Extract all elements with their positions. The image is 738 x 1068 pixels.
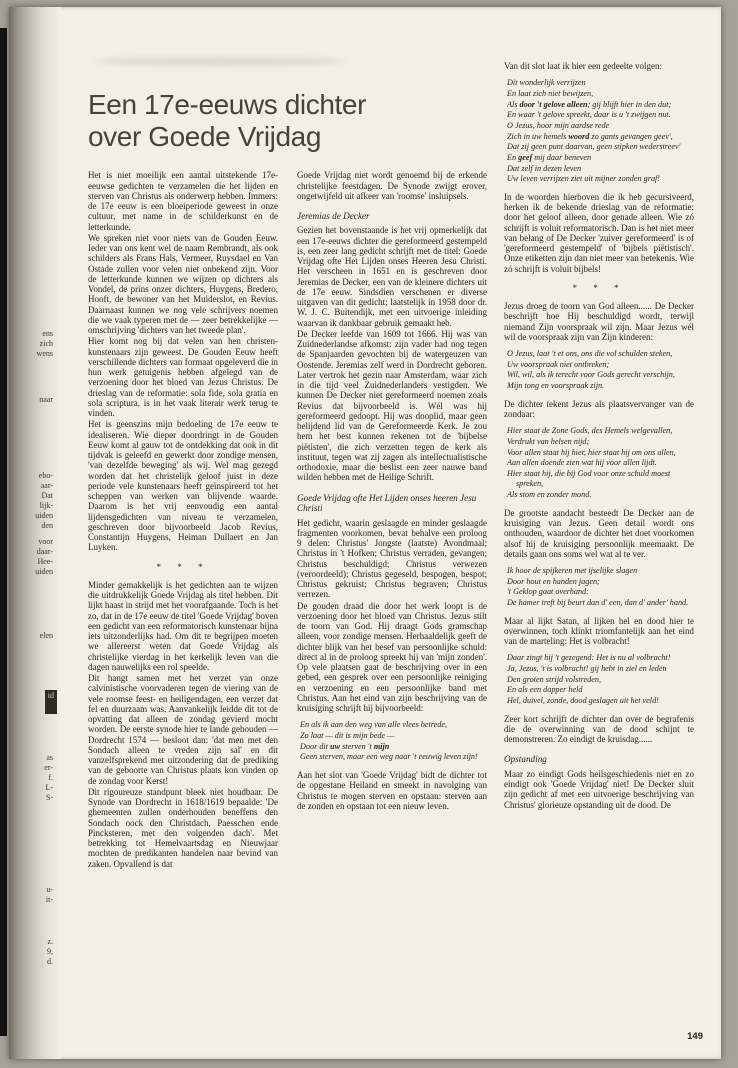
edge-text-fragment: lijk- bbox=[39, 501, 53, 510]
edge-text-fragment: er- bbox=[44, 763, 53, 772]
paragraph: Maar al lijkt Satan, al lijken hel en dood hier te overwinnen, toch klinkt triomfantelijk aan het eind van de marteling: Het is volbracht! bbox=[504, 615, 694, 647]
poem bbox=[507, 349, 694, 392]
section-heading: Jeremias de Decker bbox=[297, 211, 370, 221]
article-title bbox=[88, 89, 487, 152]
edge-text-fragment: z. bbox=[47, 937, 53, 946]
poem-line: Ja, Jezus, 't is volbracht! gij hebt in ziel en leden bbox=[507, 664, 667, 674]
poem-line: Daar zingt hij 't gezegend: Het is nu al volbracht! bbox=[507, 653, 671, 663]
edge-text-fragment: uiden bbox=[35, 567, 53, 576]
edge-text-fragment: ens bbox=[42, 329, 53, 338]
poem-line: O Jezus, hoor mijn aardse rede bbox=[507, 120, 610, 130]
poem-line: Dit wonderlijk verrijzen bbox=[507, 78, 586, 88]
poem-line: Zo laat — dit is mijn bede — bbox=[300, 731, 395, 741]
edge-text-fragment: zich bbox=[39, 339, 53, 348]
paragraph: Hier komt nog bij dat velen van hen christen-kunstenaars zijn geweest. De Gouden Eeuw heeft verschillende dichters van formaat opgeleverd die in hun werk getuigenis hebben afgelegd van de verzoening door het bloed van Jezus Christus. De drieslag van de reformatie: sola fide, sola gratia en sola scriptura, is in het vaak literair werk terug te vinden. bbox=[88, 336, 278, 418]
edge-text-fragment: voor bbox=[38, 537, 53, 546]
poem-line: Zich in uw hemels woord zo gants gevangen geev', bbox=[507, 131, 673, 141]
poem bbox=[507, 426, 694, 501]
column-3 bbox=[504, 61, 694, 870]
paragraph: Dit rigoureuze standpunt bleek niet houdbaar. De Synode van Dordrecht in 1618/1619 bepaalde: 'De ghemeenten zullen onderhouden beneffens den Sondach oock den Christdach, Paesschen ende Pincksteren, met den volgenden dach'. Met betrekking tot Hemelvaartsdag en Nieuwjaar mochten de predikanten handelen naar bevind van zaken. Opvallend is dat bbox=[88, 786, 278, 869]
edge-text-fragment: d. bbox=[47, 957, 53, 966]
edge-text-fragment: S- bbox=[45, 793, 53, 802]
poem bbox=[507, 653, 694, 706]
section-heading: Goede Vrijdag ofte Het Lijden onses heeren Jesu Christi bbox=[297, 492, 477, 514]
edge-text-fragment: Dat bbox=[41, 491, 53, 500]
section-separator: * * * bbox=[572, 282, 626, 293]
poem-line: Dat zelf in dezen leven bbox=[507, 163, 582, 173]
poem-line: O Jezus, laat 't et ons, ons die vol schulden steken, bbox=[507, 349, 673, 359]
paragraph: Het gedicht, waarin geslaagde en minder geslaagde fragmenten voorkomen, bevat behalve een proloog 9 delen: Christus' Jongste (laatste) Avondmaal; Christus in 't Hofken; Christus verraden, gevangen; Christus beschuldigd; Christus verwezen (veroordeeld); Christus gegeseld, bespogen, bespot; Christus gekruist; Christus begraven; Christus verrezen. bbox=[297, 517, 487, 600]
paragraph: De gouden draad die door het werk loopt is de verzoening door het bloed van Christus. Jezus stilt de toorn van God. Hij draagt Gods gramschap alleen, voor zondige mensen. Herhaaldelijk geeft de dichter blijk van het besef van persoonlijke schuld: direct al in de proloog spreekt hij van 'mijn zonden'. Op vele plaatsen gaat de beschrijving over in een gebed, een gesprek over een persoonlijke reiniging en verzoening en een persoonlijke band met Christus. Aan het eind van zijn beschrijving van de kruisiging schrijft hij bijvoorbeeld: bbox=[297, 600, 487, 714]
poem-line: Mijn tong en voorspraak zijn. bbox=[507, 381, 605, 391]
edge-text-fragment: u- bbox=[46, 885, 53, 894]
edge-text-fragment: as bbox=[46, 753, 53, 762]
edge-text-fragment: aar- bbox=[40, 481, 53, 490]
paragraph: In de woorden hierboven die ik heb gecursiveerd, herken ik de bekende drieslag van de reformatie: door het geloof alleen, door genade alleen. Wie zó schrijft is voluit reformatorisch. Dan is het niet meer van belang of De Decker 'zuiver gereformeerd' is of 'gereformeerd gestempeld' of 'bijbels piëtistisch'. Onze etiketten zijn dan niet meer van betekenis. Wie zó schrijft is voluit bijbels! bbox=[504, 191, 694, 274]
edge-text-fragment: L- bbox=[45, 783, 53, 792]
paragraph: Dit hangt samen met het verzet van onze calvinistische voorvaderen tegen de viering van de vele roomse feest- en heiligendagen, een verzet dat fel en duurzaam was. Aanvankelijk leidde dit tot de opvatting dat alleen de zondag gevierd mocht worden. De eerste synode hier te lande gehouden — Dordrecht 1574 — besloot dan: 'dat men met den Sondach alleen te vreden zijn sal' en dit vanzelfsprekend met uitzondering dat de prediking van de geboorte van Christus plaats kon vinden op de zondag voor Kerst! bbox=[88, 673, 278, 786]
poem-line: Ik hoor de spijkeren met ijselijke slagen bbox=[507, 566, 638, 576]
edge-text-fragment: Hee- bbox=[37, 557, 53, 566]
edge-text-fragment: id bbox=[45, 690, 57, 714]
poem-line: Hel, duivel, zonde, dood geslagen uit het veld! bbox=[507, 696, 659, 706]
edge-text-fragment: den bbox=[41, 521, 53, 530]
poem-line: Den groten strijd volstreden, bbox=[507, 674, 601, 684]
poem bbox=[300, 720, 487, 763]
article-content bbox=[88, 61, 694, 1047]
edge-text-fragment: elen bbox=[39, 631, 53, 640]
paragraph: Het is geenszins mijn bedoeling de 17e eeuw te idealiseren. Wie dieper doordringt in de Gouden Eeuw komt al gauw tot de ontdekking dat ook in dit tijdvak is geleefd en gewerkt door zondige mensen, 'van dezelfde beweging' als wij. Wel mag gezegd worden dat het christelijk geloof juist in deze periode vele kunstenaars heeft geïnspireerd tot het scheppen van werken van blijvende waarde. Daarom is het vrij eenvoudig een aantal lijdensgedichten van niveau te verzamelen, geschreven door bijvoorbeeld Jacob Revius, Constantijn Huygens, Heiman Dullaert en Jan Luyken. bbox=[88, 419, 278, 553]
poem-line: Als door 't gelove alleen; gij blijft hier in den dut; bbox=[507, 99, 672, 109]
edge-text-fragment: wens bbox=[36, 349, 53, 358]
title-line-1: Een 17e-eeuws dichter bbox=[88, 89, 366, 120]
paragraph: De Decker leefde van 1609 tot 1666. Hij was van Zuidnederlandse afkomst: zijn vader had nog tegen de Spanjaarden gevochten bij de watergeuzen van Oostende. Jeremias zelf werd in Dordrecht geboren. Later vertrok het gezin naar Amsterdam, waar zich in die tijd veel Zuidnederlanders vestigden. We kunnen De Decker niet gereformeerd noemen zoals Revius dat bijvoorbeeld is. Wél was hij gereformeerd gedoopt. Hij was dooplid, maar geen belijdend lid van de Gereformeerde Kerk. Je zou hem het best kunnen rekenen tot de 'bijbelse piëtisten', die zich verzetten tegen de kerk als instituut, tegen wat zij zagen als intellectualistische orthodoxie, maar die beslist een zeer nauwe band wilden hebben met de Heilige Schrift. bbox=[297, 328, 487, 483]
section-separator: * * * bbox=[156, 561, 210, 572]
poem-line: Door dit uw sterven 't mijn bbox=[300, 741, 390, 751]
poem-line: Uw leven verrijzen ziet uit mijner zonden graf! bbox=[507, 174, 661, 184]
poem-line: Hier staat hij, die bij God voor onze schuld moest spreken, bbox=[507, 468, 671, 489]
magazine-page bbox=[9, 7, 721, 1059]
paragraph: Zeer kort schrijft de dichter dan over de begrafenis die de overwinning van de dood schijnt te demonstreren. Zo eindigt de kruisdag...... bbox=[504, 713, 694, 745]
paragraph: Het is niet moeilijk een aantal uitstekende 17e-eeuwse gedichten te verzamelen die het lijden en sterven van Christus als onderwerp hebben. Immers: de 17e eeuw is een bloeiperiode geweest in onze cultuur, met name in de schilderkunst en de letterkunde. bbox=[88, 170, 278, 232]
poem-line: Dat zij geen punt daarvan, geen stipken wederstreev' bbox=[507, 142, 681, 152]
page-gutter bbox=[9, 7, 61, 1059]
edge-text-fragment: naar bbox=[39, 395, 53, 404]
page-number: 149 bbox=[687, 1031, 703, 1042]
paragraph: Van dit slot laat ik hier een gedeelte volgen: bbox=[504, 61, 662, 71]
poem-line: 't Geklop gaat overhand: bbox=[507, 587, 589, 597]
poem-line: En geef mij daar beneven bbox=[507, 152, 592, 162]
column-2 bbox=[297, 170, 487, 870]
paragraph: We spreken niet voor niets van de Gouden Eeuw. Ieder van ons kent wel de naam Rembrandt, als ook schilders als Frans Hals, Vermeer, Ruysdael en Van Ostade zullen voor velen niet onbekend zijn. Voor de letterkunde kunnen we wijzen op dichters als Vondel, de prins onzer dichters, Huygens, Bredero, Hooft, de bewoner van het Muiderslot, en Revius. Daarnaast kunnen we nog vele schrijvers noemen die we vaak typeren met de — zeer betrekkelijke — omschrijving 'dichters van het tweede plan'. bbox=[88, 232, 278, 335]
section-heading: Opstanding bbox=[504, 754, 547, 765]
title-line-2: over Goede Vrijdag bbox=[88, 120, 322, 152]
poem-line: Hier staat de Zone Gods, des Hemels welgevallen, bbox=[507, 426, 673, 436]
two-column-text bbox=[88, 170, 487, 870]
edge-text-fragment: ebo- bbox=[38, 471, 53, 480]
poem-line: Voor allen staat hij hier, hier staat hij om ons allen, bbox=[507, 447, 676, 457]
scanner-edge-bar bbox=[0, 28, 7, 1036]
paragraph: Maar zo eindigt Gods heilsgeschiedenis niet en zo eindigt ook 'Goede Vrijdag' niet! De Decker sluit zijn gedicht af met een uitvoerige beschrijving van Christus' glorieuze opstanding uit de dood. De bbox=[504, 768, 694, 810]
poem-line: Door hout en handen jagen; bbox=[507, 576, 600, 586]
poem-line: Verdrukt van helsen nijd; bbox=[507, 436, 590, 446]
paragraph: Aan het slot van 'Goede Vrijdag' bidt de dichter tot de opgestane Heiland en smeekt in navolging van Christus te mogen sterven en opstaan: sterven aan de zonden en opstaan tot een nieuw leven. bbox=[297, 770, 487, 811]
poem-line: Uw voorspraak niet ontbreken; bbox=[507, 359, 610, 369]
poem-line: En als een dapper held bbox=[507, 685, 583, 695]
poem-line: En waar 't gelove spreekt, daar is u 't zwijgen nut. bbox=[507, 110, 671, 120]
edge-text-fragment: 9, bbox=[47, 947, 53, 956]
paragraph: De grootste aandacht besteedt De Decker aan de kruisiging van Jezus. Geen detail wordt ons onthouden, waardoor de dichter het doet voorkomen alsof hij de kruisiging persoonlijk meemaakt. De details gaan ons soms wel wat al te ver. bbox=[504, 507, 694, 559]
poem bbox=[507, 566, 694, 609]
poem-line: En als ik aan den weg van alle vlees betrede, bbox=[300, 720, 448, 730]
edge-text-fragment: daar- bbox=[36, 547, 53, 556]
paragraph: Minder gemakkelijk is het gedichten aan te wijzen die uitdrukkelijk Goede Vrijdag als titel hebben. Dit lijkt haast in strijd met het voorafgaande. Toch is het zo, dat in de 17e eeuw de titel 'Goede Vrijdag' boven een gedicht van een reformatorisch kunstenaar bijna iets uitzonderlijks had. Om dit te begrijpen moeten we allereerst weten dat Goede Vrijdag als christelijke vierdag in het kerkelijk leven van die dagen nauwelijks een rol speelde. bbox=[88, 579, 278, 672]
edge-text-fragment: it- bbox=[45, 895, 53, 904]
poem-line: En laat zich niet bewijzen, bbox=[507, 88, 594, 98]
poem-line: De hamer treft bij beurt dan d' een, dan d' ander' hand. bbox=[507, 598, 689, 607]
paragraph: De dichter tekent Jezus als plaatsvervanger van de zondaar: bbox=[504, 398, 694, 419]
poem-line: Wil, wil, als ik terecht voor Gods gerecht verschijn, bbox=[507, 370, 675, 380]
poem-line: Aan allen doende zien wat hij voor allen lijdt. bbox=[507, 458, 657, 468]
left-columns-block bbox=[88, 61, 487, 870]
column-1 bbox=[88, 170, 278, 870]
edge-text-fragment: f. bbox=[48, 773, 53, 782]
paragraph: Gezien het bovenstaande is het vrij opmerkelijk dat een 17e-eeuws dichter die gereformeerd gestempeld is, een zeer lang gedicht schrijft met de titel: Goede Vrijdag ofte Het Lijden onses Heeren Jesu Christi. Het verscheen in 1651 en is geschreven door Jeremias de Decker, een van de kleinere dichters uit de 17e eeuw. Sindsdien verschenen er diverse uitgaven van dit gedicht; laatstelijk in 1958 door dr. W. J. C. Buitendijk, met een uitvoerige inleiding waarvan ik dankbaar gebruik gemaakt heb. bbox=[297, 225, 487, 328]
edge-text-fragment: uiden bbox=[35, 511, 53, 520]
poem-line: Geen sterven, maar een weg naar 't eeuwig leven zijn! bbox=[300, 752, 478, 762]
paragraph: Jezus droeg de toorn van God alleen...... De Decker beschrijft hoe Hij beschuldigd wordt, terwijl niemand Zijn voorspraak wil zijn. Maar Jezus wél wil de voorspraak zijn van Zijn kinderen: bbox=[504, 301, 694, 342]
poem-line: Als stom en zonder mond. bbox=[507, 490, 592, 500]
poem bbox=[507, 78, 694, 185]
paragraph: Goede Vrijdag niet wordt genoemd bij de erkende christelijke feestdagen. De Synode zwijgt erover, ongetwijfeld uit afkeer van 'roomse' insluipsels. bbox=[297, 170, 487, 201]
